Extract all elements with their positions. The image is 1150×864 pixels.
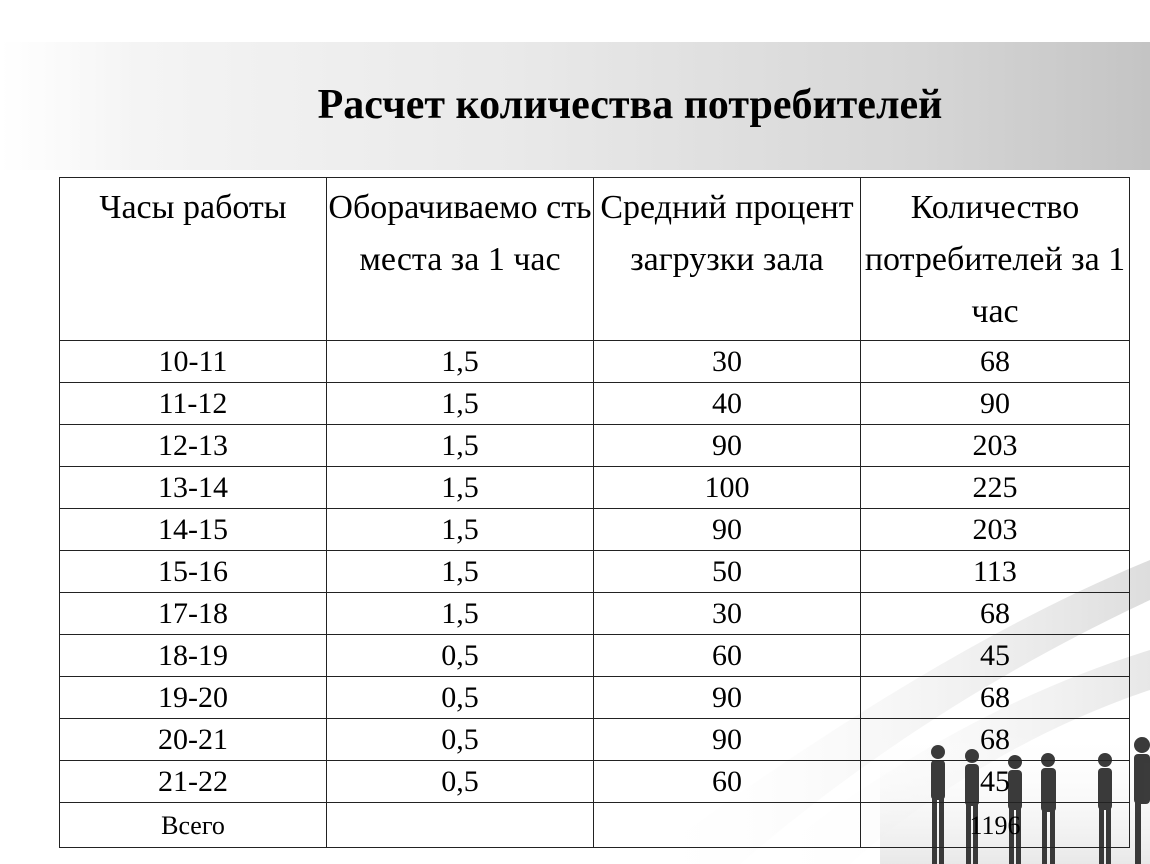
consumers-table <box>59 177 1130 848</box>
table-row <box>60 425 1130 467</box>
cell-hours: 21-22 <box>60 761 327 803</box>
cell-consumers: 203 <box>861 509 1130 551</box>
cell-load-percent: 90 <box>594 677 861 719</box>
table-row <box>60 509 1130 551</box>
header-consumers-per-hour: Количество потребителей за 1 час <box>861 178 1130 341</box>
cell-hours: 18-19 <box>60 635 327 677</box>
cell-load-percent: 60 <box>594 761 861 803</box>
cell-load-percent: 90 <box>594 719 861 761</box>
cell-turnover: 1,5 <box>327 341 594 383</box>
cell-turnover: 1,5 <box>327 551 594 593</box>
cell-consumers: 68 <box>861 593 1130 635</box>
cell-turnover: 0,5 <box>327 677 594 719</box>
table-row <box>60 593 1130 635</box>
cell-consumers: 68 <box>861 341 1130 383</box>
cell-consumers: 68 <box>861 719 1130 761</box>
header-hours: Часы работы <box>60 178 327 341</box>
table-row <box>60 551 1130 593</box>
cell-hours: 17-18 <box>60 593 327 635</box>
total-empty-cell <box>594 803 861 848</box>
cell-consumers: 225 <box>861 467 1130 509</box>
page-title: Расчет количества потребителей <box>317 82 943 128</box>
cell-hours: 12-13 <box>60 425 327 467</box>
cell-turnover: 1,5 <box>327 509 594 551</box>
table-row <box>60 677 1130 719</box>
cell-turnover: 0,5 <box>327 635 594 677</box>
cell-turnover: 1,5 <box>327 593 594 635</box>
table-row <box>60 341 1130 383</box>
cell-consumers: 203 <box>861 425 1130 467</box>
cell-load-percent: 30 <box>594 593 861 635</box>
cell-consumers: 45 <box>861 635 1130 677</box>
total-empty-cell <box>327 803 594 848</box>
cell-hours: 11-12 <box>60 383 327 425</box>
cell-turnover: 1,5 <box>327 467 594 509</box>
cell-hours: 10-11 <box>60 341 327 383</box>
cell-consumers: 68 <box>861 677 1130 719</box>
cell-hours: 20-21 <box>60 719 327 761</box>
header-load-percent: Средний процент загрузки зала <box>594 178 861 341</box>
table-row <box>60 719 1130 761</box>
table-row <box>60 383 1130 425</box>
table-row <box>60 467 1130 509</box>
table-row <box>60 635 1130 677</box>
cell-hours: 14-15 <box>60 509 327 551</box>
cell-load-percent: 40 <box>594 383 861 425</box>
header-turnover: Оборачиваемо сть места за 1 час <box>327 178 594 341</box>
cell-hours: 13-14 <box>60 467 327 509</box>
table-header-row <box>60 178 1130 341</box>
total-label: Всего <box>60 803 327 848</box>
table-total-row <box>60 803 1130 848</box>
cell-hours: 19-20 <box>60 677 327 719</box>
consumers-table-container <box>59 177 1130 848</box>
total-consumers: 1196 <box>861 803 1130 848</box>
cell-turnover: 0,5 <box>327 761 594 803</box>
cell-consumers: 90 <box>861 383 1130 425</box>
cell-consumers: 45 <box>861 761 1130 803</box>
cell-load-percent: 60 <box>594 635 861 677</box>
cell-hours: 15-16 <box>60 551 327 593</box>
table-row <box>60 761 1130 803</box>
cell-load-percent: 90 <box>594 509 861 551</box>
cell-consumers: 113 <box>861 551 1130 593</box>
cell-load-percent: 90 <box>594 425 861 467</box>
cell-load-percent: 100 <box>594 467 861 509</box>
cell-turnover: 0,5 <box>327 719 594 761</box>
cell-turnover: 1,5 <box>327 383 594 425</box>
cell-load-percent: 50 <box>594 551 861 593</box>
cell-turnover: 1,5 <box>327 425 594 467</box>
cell-load-percent: 30 <box>594 341 861 383</box>
